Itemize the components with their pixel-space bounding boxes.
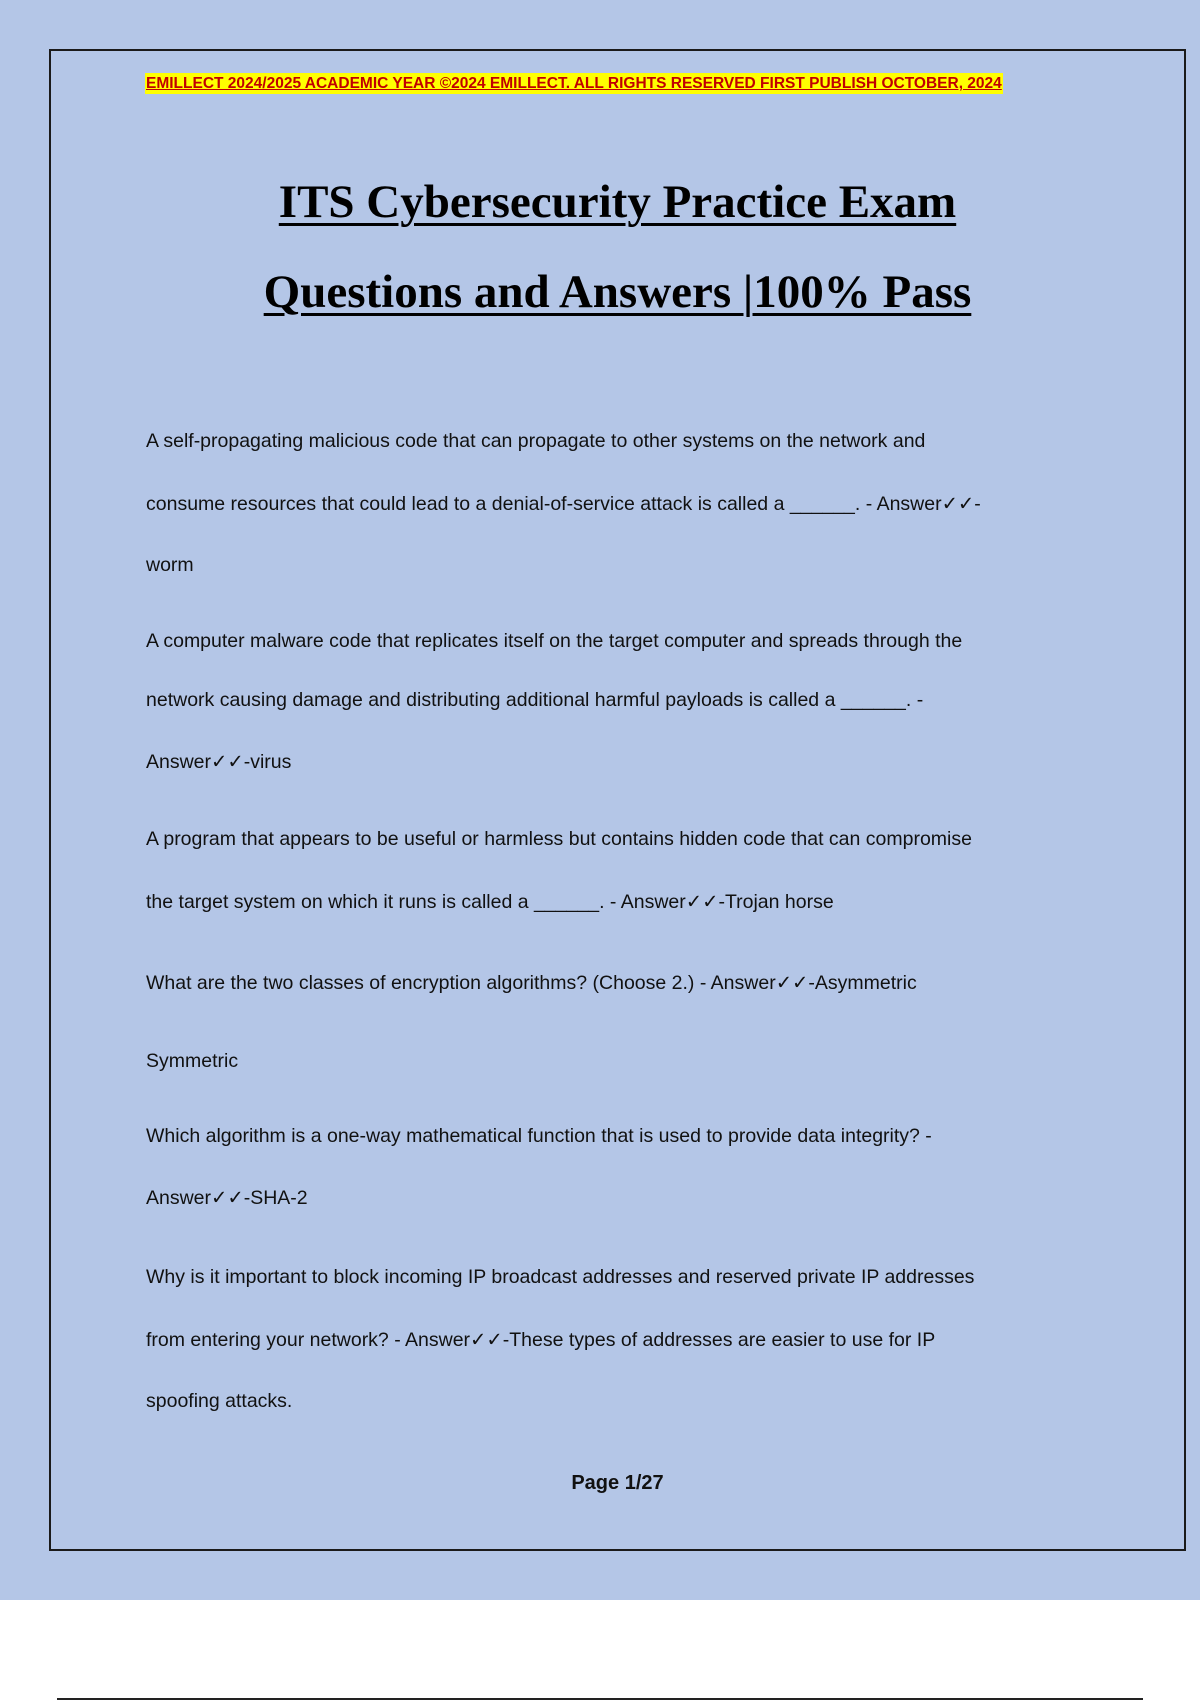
page-number: Page 1/27 <box>571 1472 664 1494</box>
qa-text-line: A program that appears to be useful or harmless but contains hidden code that can compromise <box>146 828 972 850</box>
qa-text-line: Why is it important to block incoming IP broadcast addresses and reserved private IP addresses <box>146 1266 975 1288</box>
qa-text-line: network causing damage and distributing additional harmful payloads is called a ______. - <box>146 689 924 711</box>
document-title-line-1: ITS Cybersecurity Practice Exam <box>278 176 957 228</box>
qa-text-line: Which algorithm is a one-way mathematical function that is used to provide data integrity? - <box>146 1125 932 1147</box>
qa-text-line: Answer✓✓-SHA-2 <box>146 1187 308 1209</box>
qa-text-line: from entering your network? - Answer✓✓-These types of addresses are easier to use for IP <box>146 1329 936 1351</box>
qa-text-line: Symmetric <box>146 1050 239 1072</box>
qa-text-line: spoofing attacks. <box>146 1390 293 1412</box>
qa-text-line: the target system on which it runs is called a ______. - Answer✓✓-Trojan horse <box>146 891 834 913</box>
qa-text-line: A self-propagating malicious code that can propagate to other systems on the network and <box>146 430 926 452</box>
qa-text-line: consume resources that could lead to a denial-of-service attack is called a ______. - Answer✓✓- <box>146 493 981 515</box>
qa-text-line: Answer✓✓-virus <box>146 751 292 773</box>
qa-text-line: What are the two classes of encryption algorithms? (Choose 2.) - Answer✓✓-Asymmetric <box>146 972 917 994</box>
copyright-banner: EMILLECT 2024/2025 ACADEMIC YEAR ©2024 EMILLECT. ALL RIGHTS RESERVED FIRST PUBLISH OCTOBER, 2024 <box>146 75 1002 92</box>
document-title-line-2: Questions and Answers |100% Pass <box>263 266 972 318</box>
qa-text-line: A computer malware code that replicates itself on the target computer and spreads through the <box>146 630 963 652</box>
qa-text-line: worm <box>146 554 194 576</box>
